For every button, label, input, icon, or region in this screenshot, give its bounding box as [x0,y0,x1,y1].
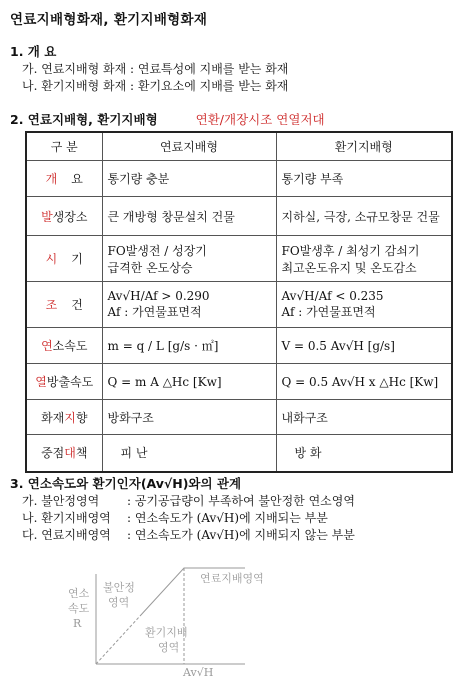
header-vent: 환기지배형 [276,132,452,161]
fuel-region-label: 연료지배영역 [200,572,264,585]
section1-heading: 1. 개 요 [10,44,57,59]
mnemonic-note: 연환/개장시조 연열저대 [195,112,325,127]
row-head-overview: 개요 [26,161,102,197]
cell-fuel: Q = m A △Hc [Kw] [102,364,276,400]
section3-item-b: 나. 환기지배영역 : 연소속도가 (Av√H)에 지배되는 부분 [22,511,328,525]
section2-heading-text: 2. 연료지배형, 환기지배형 [10,112,158,127]
y-axis-label-line2: 속도 [68,602,90,615]
section1-item-a: 가. 연료지배형 화재 : 연료특성에 지배를 받는 화재 [22,62,289,76]
cell-vent: Q = 0.5 Av√H x △Hc [Kw] [276,364,452,400]
vent-region-label-line2: 영역 [158,641,180,654]
cell-fuel: 큰 개방형 창문설치 건물 [102,197,276,236]
cell-vent: 지하실, 극장, 소규모창문 건물 [276,197,452,236]
cell-vent: Av√H/Af < 0.235 Af : 가연물표면적 [276,282,452,328]
cell-fuel: 피 난 [102,435,276,472]
row-head-location: 발생장소 [26,197,102,236]
unstable-dashed-line [96,616,140,664]
y-axis-label-line3: R [73,617,82,630]
cell-fuel: FO발생전 / 성장기 급격한 온도상승 [102,236,276,282]
row-head-heat-release: 열방출속도 [26,364,102,400]
y-axis-label-line1: 연소 [68,587,90,600]
x-axis-label: Av√H [183,666,214,679]
row-head-condition: 조건 [26,282,102,328]
row-head-orientation: 화재지향 [26,400,102,435]
cell-vent: 방 화 [276,435,452,472]
cell-fuel: Av√H/Af > 0.290 Af : 가연물표면적 [102,282,276,328]
header-category: 구 분 [26,132,102,161]
row-head-measure: 중점대책 [26,435,102,472]
cell-fuel: 방화구조 [102,400,276,435]
page-title: 연료지배형화재, 환기지배형화재 [10,12,208,28]
cell-vent: FO발생후 / 최성기 감쇠기 최고온도유지 및 온도감소 [276,236,452,282]
cell-fuel: m = q / L [g/s · ㎡] [102,328,276,364]
cell-vent: 내화구조 [276,400,452,435]
row-head-burn-rate: 연소속도 [26,328,102,364]
unstable-region-label-line2: 영역 [108,596,130,609]
cell-fuel: 통기량 충분 [102,161,276,197]
section3-item-a: 가. 불안정영역 : 공기공급량이 부족하여 불안정한 연소영역 [22,494,355,508]
unstable-region-label-line1: 불안정 [103,581,135,594]
section3-item-c: 다. 연료지배영역 : 연소속도가 (Av√H)에 지배되지 않는 부분 [22,528,355,542]
cell-vent: 통기량 부족 [276,161,452,197]
section3-heading: 3. 연소속도와 환기인자(Av√H)와의 관계 [10,476,242,491]
section1-item-b: 나. 환기지배형 화재 : 환기요소에 지배를 받는 화재 [22,79,289,93]
row-head-timing: 시기 [26,236,102,282]
vent-region-label-line1: 환기지배 [145,626,188,639]
cell-vent: V = 0.5 Av√H [g/s] [276,328,452,364]
header-fuel: 연료지배형 [102,132,276,161]
